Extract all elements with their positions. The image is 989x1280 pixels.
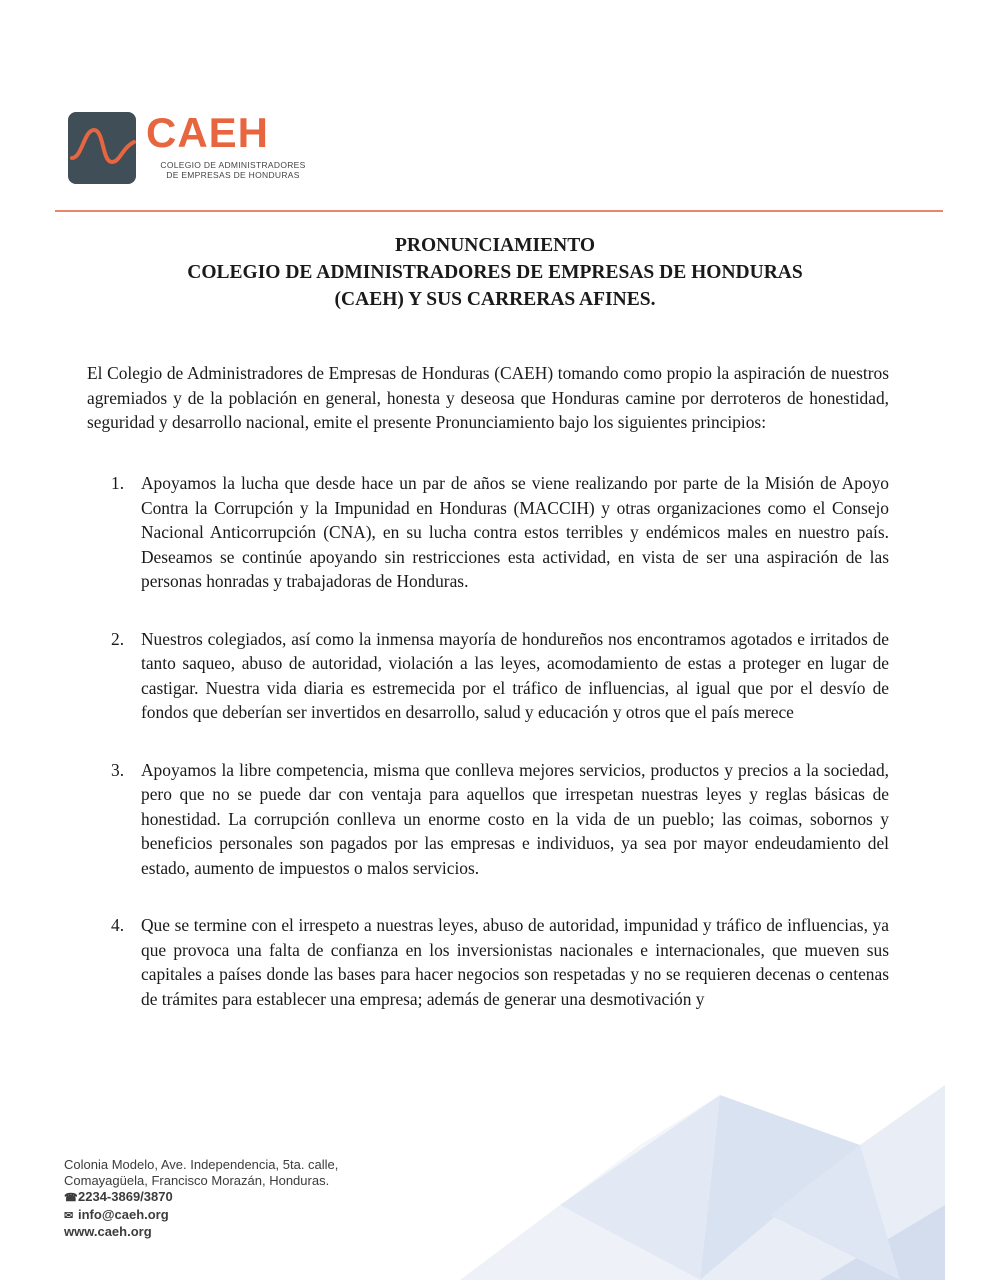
intro-paragraph: El Colegio de Administradores de Empresas de Honduras (CAEH) tomando como propio la aspiración de nuestros agremiados y de la población en general, honesta y deseosa que Honduras camine por derroteros de honestidad, seguridad y desarrollo nacional, emite el presente Pronunciamiento bajo los siguientes principios:	[87, 363, 889, 432]
geometric-background-graphic	[440, 1085, 945, 1280]
list-item	[87, 913, 889, 1011]
list-item-number: 4.	[111, 915, 125, 935]
footer-phone: 2234-3869/3870	[78, 1189, 173, 1205]
footer-website[interactable]: www.caeh.org	[64, 1223, 152, 1239]
logo-subtitle	[148, 160, 318, 180]
footer-contact	[64, 1157, 404, 1240]
caeh-logo	[68, 109, 308, 192]
wave-logo-icon	[68, 112, 136, 184]
logo-subtitle-line2: DE EMPRESAS DE HONDURAS	[166, 170, 300, 180]
title-line2: COLEGIO DE ADMINISTRADORES DE EMPRESAS DE HONDURAS	[187, 262, 803, 283]
footer-phone-row	[64, 1189, 404, 1206]
phone-icon: ☎	[64, 1192, 78, 1205]
envelope-icon: ✉	[64, 1209, 74, 1222]
title-line3: (CAEH) Y SUS CARRERAS AFINES.	[334, 289, 656, 310]
document-title	[60, 232, 930, 313]
list-item-text: Que se termine con el irrespeto a nuestras leyes, abuso de autoridad, impunidad y tráfico de influencias, ya que provoca una falta de confianza en los inversionistas nacionales e internacionales, que mueven sus capitales a países donde las bases para hacer negocios son respetadas y no se requieren decenas o centenas de trámites para establecer una empresa; además de generar una desmotivación y	[141, 915, 889, 1009]
list-item	[87, 627, 889, 725]
list-item-text: Nuestros colegiados, así como la inmensa mayoría de hondureños nos encontramos agotados e irritados de tanto saqueo, abuso de autoridad, violación a las leyes, acomodamiento de estas a proteger en lugar de castigar. Nuestra vida diaria es estremecida por el tráfico de influencias, al igual que por el desvío de fondos que deberían ser invertidos en desarrollo, salud y educación y otros que el país merece	[141, 628, 889, 722]
list-item	[87, 758, 889, 881]
footer-address-line2: Comayagüela, Francisco Morazán, Honduras.	[64, 1173, 330, 1189]
footer-email[interactable]: info@caeh.org	[78, 1206, 169, 1222]
list-item	[87, 471, 889, 594]
list-item-text: Apoyamos la lucha que desde hace un par de años se viene realizando por parte de la Misión de Apoyo Contra la Corrupción y la Impunidad en Honduras (MACCIH) y otras organizaciones como el Consejo Nacional Anticorrupción (CNA), en su lucha contra estos terribles y endémicos males en nuestro país. Deseamos se continúe apoyando sin restricciones esta actividad, en vista de ser una aspiración de las personas honradas y trabajadoras de Honduras.	[141, 473, 889, 591]
list-item-number: 1.	[111, 473, 125, 493]
title-line1: PRONUNCIAMIENTO	[394, 235, 596, 256]
list-item-text: Apoyamos la libre competencia, misma que conlleva mejores servicios, productos y precios a la sociedad, pero que no se puede dar con ventaja para aquellos que irrespetan nuestras leyes y reglas básicas de honestidad. La corrupción conlleva un enorme costo en la vida de un pueblo; las coimas, sobornos y beneficios personales son pagados por las empresas e individuos, ya sea por mayor endeudamiento del estado, aumento de impuestos o malos servicios.	[141, 759, 889, 878]
logo-subtitle-line1: COLEGIO DE ADMINISTRADORES	[160, 160, 306, 170]
footer-email-row	[64, 1207, 404, 1224]
logo-wordmark: CAEH	[146, 109, 270, 156]
footer-address-line1: Colonia Modelo, Ave. Independencia, 5ta. calle,	[64, 1157, 339, 1172]
list-item-number: 2.	[111, 628, 125, 649]
principles-list	[87, 471, 889, 1011]
list-item-number: 3.	[111, 759, 125, 780]
header-divider	[55, 210, 943, 212]
